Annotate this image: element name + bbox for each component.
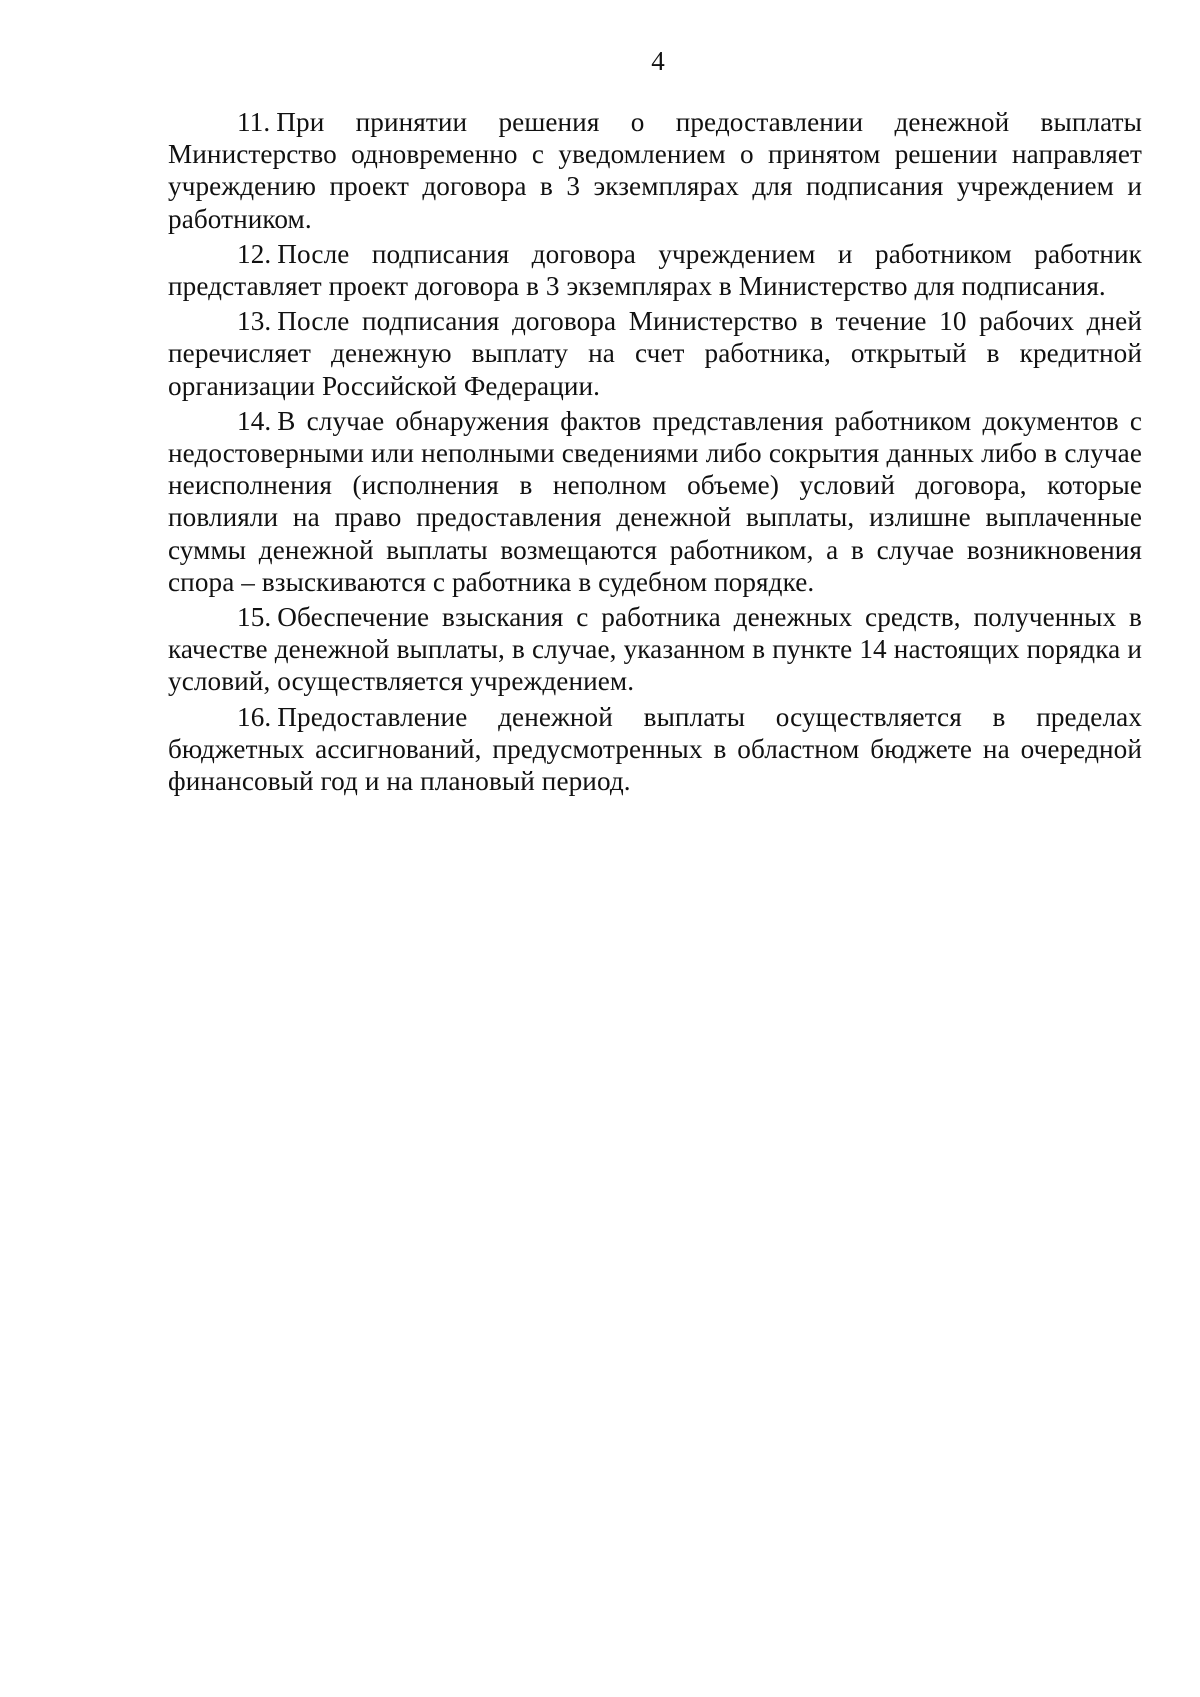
page-number: 4 (651, 46, 665, 76)
paragraph-11 (168, 106, 1142, 235)
paragraph-12 (168, 238, 1142, 302)
paragraph-number: 14. (237, 405, 272, 436)
paragraph-number: 16. (237, 701, 272, 732)
paragraph-number: 11. (237, 107, 271, 137)
paragraph-text: В случае обнаружения фактов представления работником документов с недостоверными или неполными сведениями либо сокрытия данных либо в случае неисполнения (исполнения в неполном объеме) условий договора, которые повлияли на право предоставления денежной выплаты, излишне выплаченные суммы денежной выплаты возмещаются работником, а в случае возникновения спора – взыскиваются с работника в судебном порядке. (168, 405, 1142, 597)
paragraph-text: После подписания договора учреждением и работником работник представляет проект договора в 3 экземплярах в Министерство для подписания. (168, 238, 1142, 302)
paragraph-text: Обеспечение взыскания с работника денежных средств, полученных в качестве денежной выплаты, в случае, указанном в пункте 14 настоящих порядка и условий, осуществляется учреждением. (168, 602, 1142, 697)
paragraph-number: 15. (237, 602, 272, 633)
paragraph-number: 13. (237, 306, 272, 337)
paragraph-13 (168, 305, 1142, 402)
paragraph-16 (168, 701, 1142, 798)
document-body (168, 106, 1142, 800)
paragraph-text: После подписания договора Министерство в течение 10 рабочих дней перечисляет денежную выплату на счет работника, открытый в кредитной организации Российской Федерации. (168, 306, 1142, 401)
paragraph-text: Предоставление денежной выплаты осуществляется в пределах бюджетных ассигнований, предусмотренных в областном бюджете на очередной финансовый год и на плановый период. (168, 701, 1142, 797)
paragraph-text: При принятии решения о предоставлении денежной выплаты Министерство одновременно с уведомлением о принятом решении направляет учреждению проект договора в 3 экземплярах для подписания учреждением и работником. (168, 107, 1142, 234)
paragraph-15 (168, 601, 1142, 698)
paragraph-14 (168, 405, 1142, 598)
paragraph-number: 12. (237, 238, 272, 269)
